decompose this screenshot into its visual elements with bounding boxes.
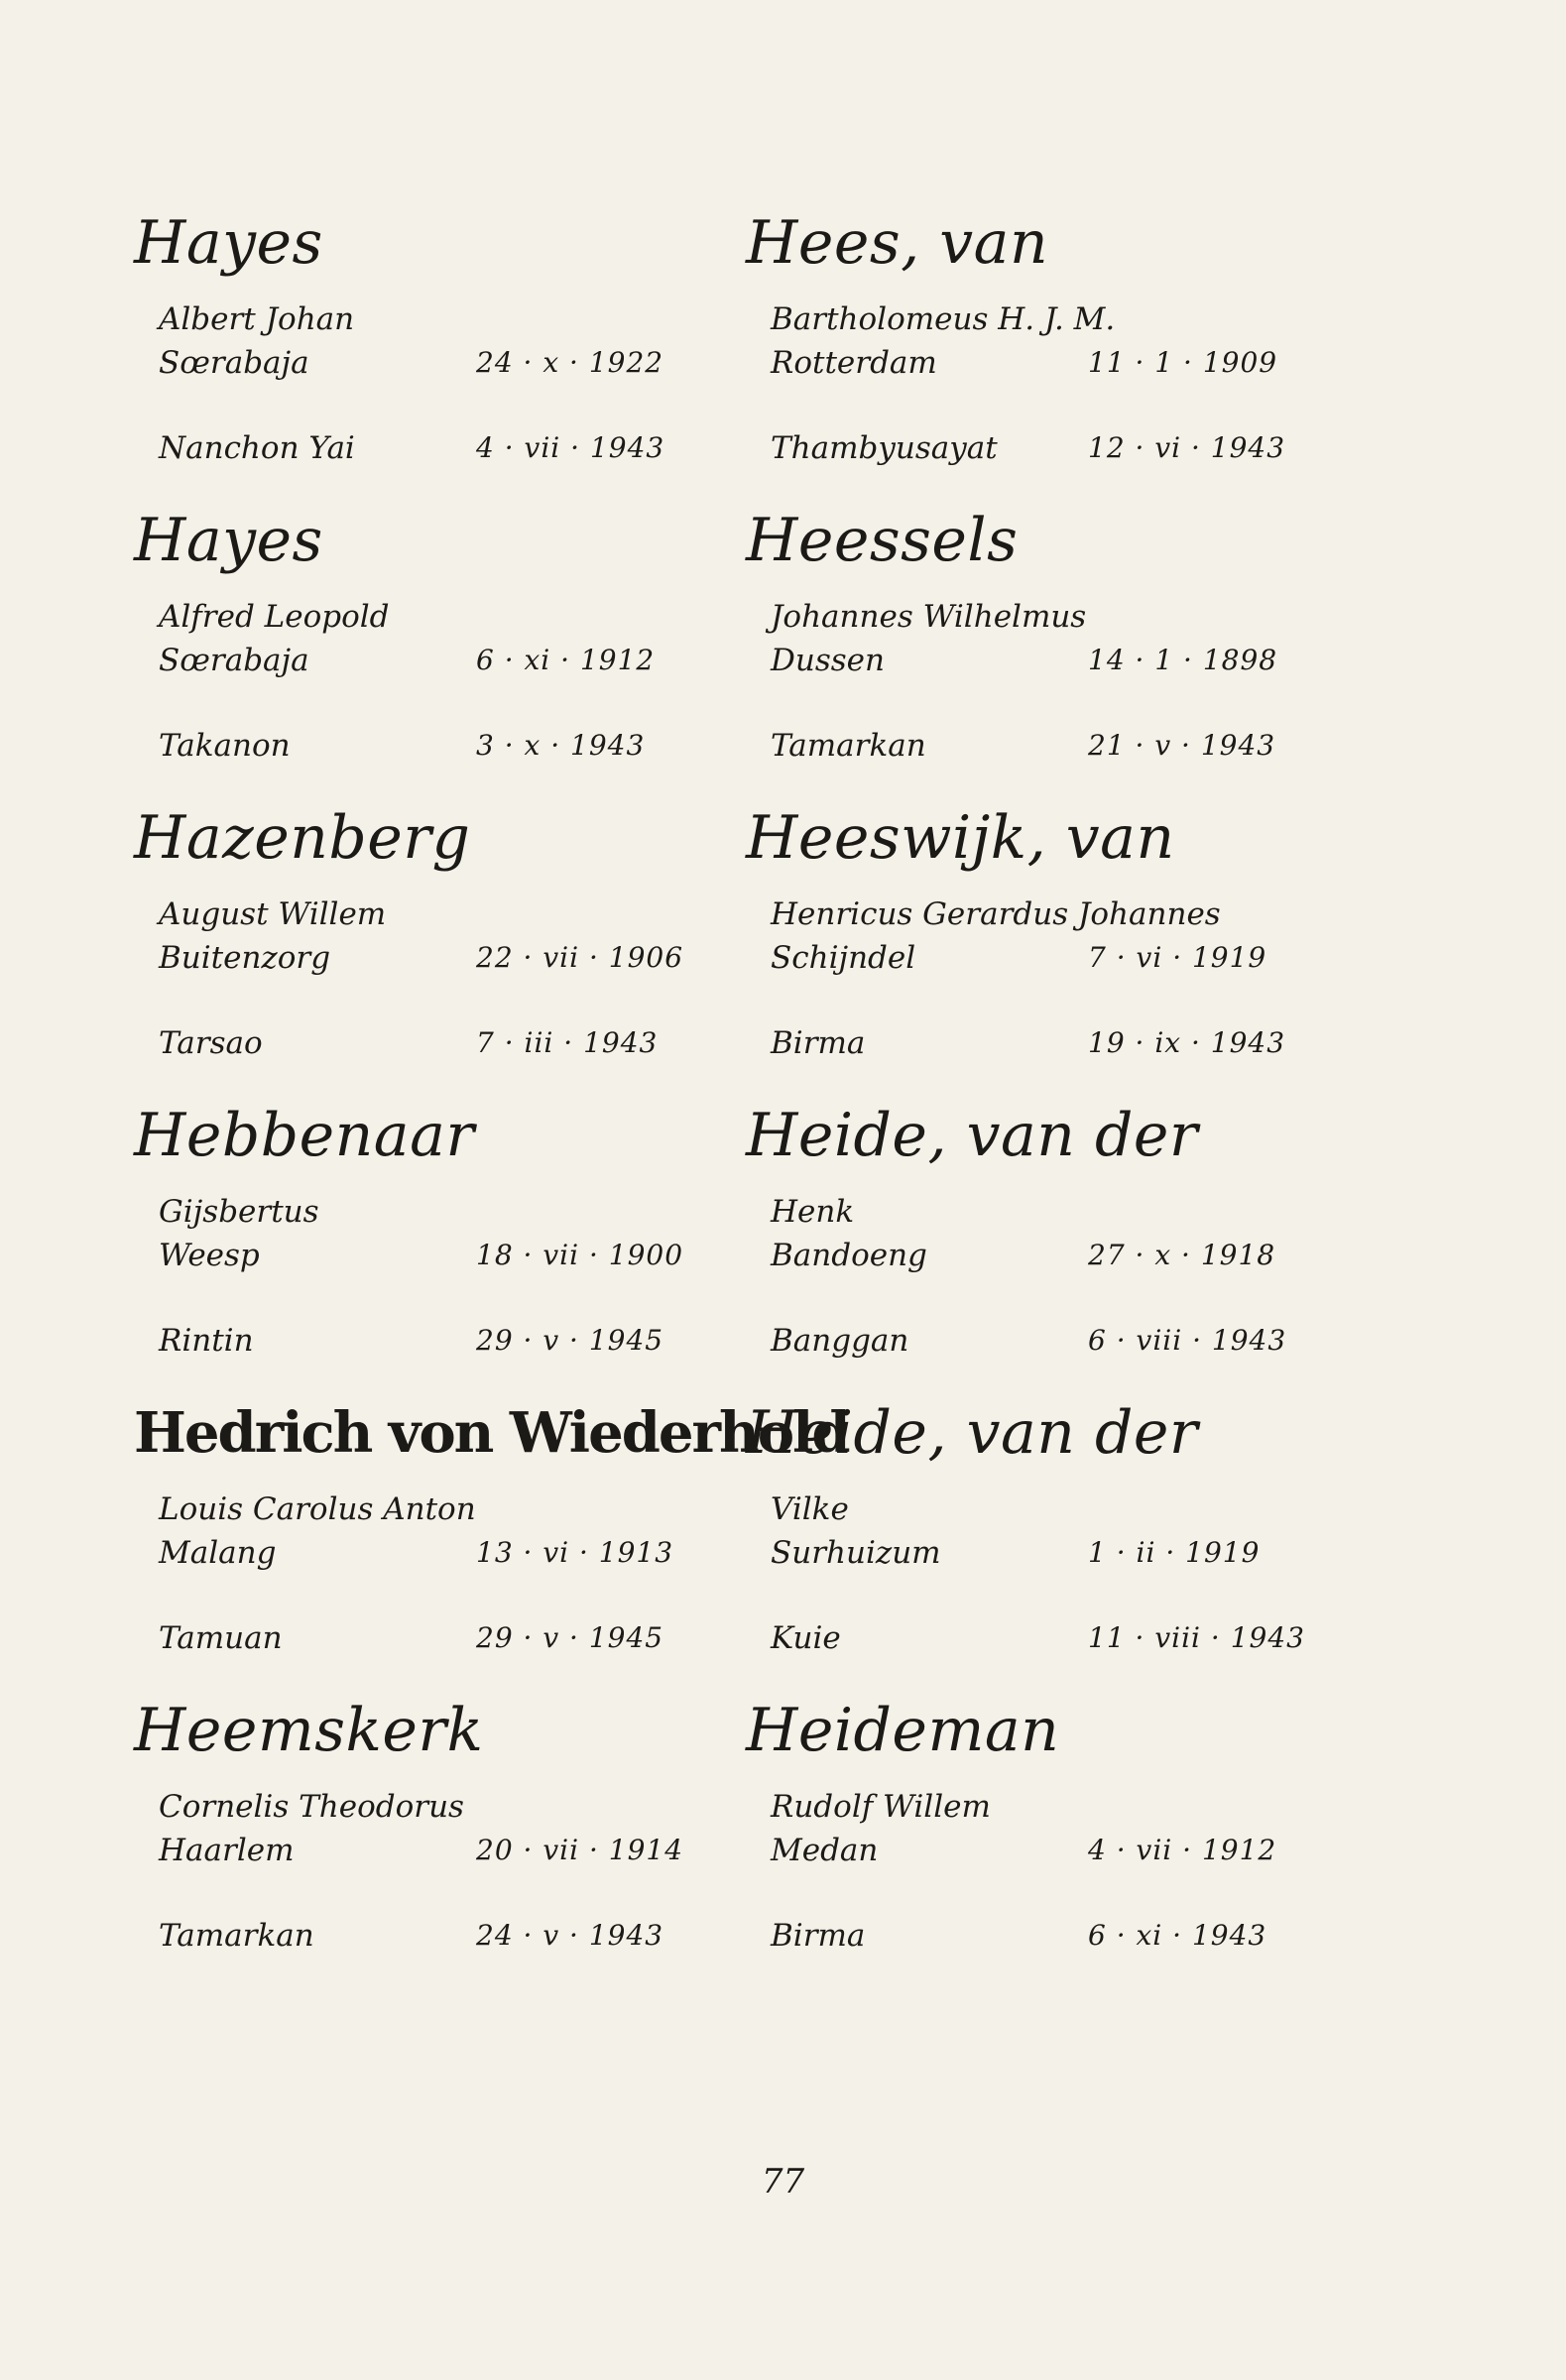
death-place: Kuie <box>771 1620 841 1656</box>
given-names: August Willem <box>159 896 387 932</box>
birth-date: 1 · ii · 1919 <box>1088 1536 1261 1569</box>
birth-place: Surhuizum <box>771 1535 941 1571</box>
birth-date: 4 · vii · 1912 <box>1088 1834 1277 1866</box>
death-place: Tamarkan <box>159 1918 314 1954</box>
entry <box>134 178 729 476</box>
death-date: 7 · iii · 1943 <box>476 1026 659 1059</box>
death-date: 3 · x · 1943 <box>476 729 646 762</box>
entry <box>746 1071 1341 1368</box>
death-place: Banggan <box>771 1323 909 1359</box>
birth-date: 22 · vii · 1906 <box>476 941 684 974</box>
entry <box>134 774 729 1071</box>
death-date: 11 · viii · 1943 <box>1088 1621 1305 1654</box>
given-names: Cornelis Theodorus <box>159 1789 464 1825</box>
birth-date: 6 · xi · 1912 <box>476 644 656 676</box>
death-place: Tamuan <box>159 1620 283 1656</box>
birth-place: Sœrabaja <box>159 643 309 678</box>
page-number: 77 <box>761 2162 805 2202</box>
given-names: Albert Johan <box>159 301 355 337</box>
death-place: Birma <box>771 1918 866 1954</box>
entry <box>746 476 1341 774</box>
given-names: Henricus Gerardus Johannes <box>771 896 1221 932</box>
given-names: Louis Carolus Anton <box>159 1491 476 1527</box>
birth-date: 18 · vii · 1900 <box>476 1239 684 1271</box>
given-names: Alfred Leopold <box>159 599 390 635</box>
surname: Hayes <box>134 506 323 575</box>
surname: Heideman <box>746 1696 1060 1765</box>
death-date: 19 · ix · 1943 <box>1088 1026 1286 1059</box>
entry <box>134 476 729 774</box>
death-place: Birma <box>771 1025 866 1061</box>
birth-date: 24 · x · 1922 <box>476 346 664 379</box>
entry <box>134 1666 729 1964</box>
death-date: 6 · viii · 1943 <box>1088 1324 1287 1357</box>
surname: Hayes <box>134 208 323 278</box>
birth-date: 7 · vi · 1919 <box>1088 941 1267 974</box>
birth-place: Dussen <box>771 643 885 678</box>
death-date: 4 · vii · 1943 <box>476 431 665 464</box>
surname: Heide, van der <box>746 1398 1199 1468</box>
death-date: 24 · v · 1943 <box>476 1919 664 1952</box>
death-place: Takanon <box>159 728 291 764</box>
entry <box>746 774 1341 1071</box>
entry <box>746 178 1341 476</box>
given-names: Henk <box>771 1194 855 1230</box>
birth-place: Rotterdam <box>771 345 937 381</box>
birth-place: Malang <box>159 1535 277 1571</box>
surname: Heide, van der <box>746 1101 1199 1170</box>
birth-place: Medan <box>771 1833 879 1868</box>
birth-place: Buitenzorg <box>159 940 331 976</box>
entry <box>746 1666 1341 1964</box>
entry <box>746 1368 1341 1666</box>
birth-place: Sœrabaja <box>159 345 309 381</box>
birth-place: Haarlem <box>159 1833 295 1868</box>
death-place: Thambyusayat <box>771 430 998 466</box>
given-names: Gijsbertus <box>159 1194 319 1230</box>
surname: Hedrich von Wiederhold <box>134 1400 849 1466</box>
given-names: Bartholomeus H. J. M. <box>771 301 1116 337</box>
death-date: 21 · v · 1943 <box>1088 729 1276 762</box>
surname: Heemskerk <box>134 1696 484 1765</box>
birth-date: 13 · vi · 1913 <box>476 1536 674 1569</box>
surname: Heessels <box>746 506 1019 575</box>
surname: Hebbenaar <box>134 1101 475 1170</box>
death-date: 12 · vi · 1943 <box>1088 431 1286 464</box>
surname: Hazenberg <box>134 803 471 873</box>
surname: Heeswijk, van <box>746 803 1175 873</box>
surname: Hees, van <box>746 208 1049 278</box>
death-place: Tamarkan <box>771 728 926 764</box>
death-place: Tarsao <box>159 1025 263 1061</box>
birth-date: 20 · vii · 1914 <box>476 1834 684 1866</box>
right-column <box>746 178 1341 1964</box>
birth-date: 11 · 1 · 1909 <box>1088 346 1278 379</box>
birth-place: Weesp <box>159 1238 260 1273</box>
birth-place: Bandoeng <box>771 1238 927 1273</box>
entry <box>134 1071 729 1368</box>
death-date: 29 · v · 1945 <box>476 1621 664 1654</box>
given-names: Rudolf Willem <box>771 1789 991 1825</box>
given-names: Johannes Wilhelmus <box>771 599 1087 635</box>
birth-place: Schijndel <box>771 940 916 976</box>
death-date: 29 · v · 1945 <box>476 1324 664 1357</box>
death-place: Rintin <box>159 1323 254 1359</box>
death-place: Nanchon Yai <box>159 430 355 466</box>
birth-date: 14 · 1 · 1898 <box>1088 644 1278 676</box>
birth-date: 27 · x · 1918 <box>1088 1239 1276 1271</box>
death-date: 6 · xi · 1943 <box>1088 1919 1267 1952</box>
given-names: Vilke <box>771 1491 849 1527</box>
